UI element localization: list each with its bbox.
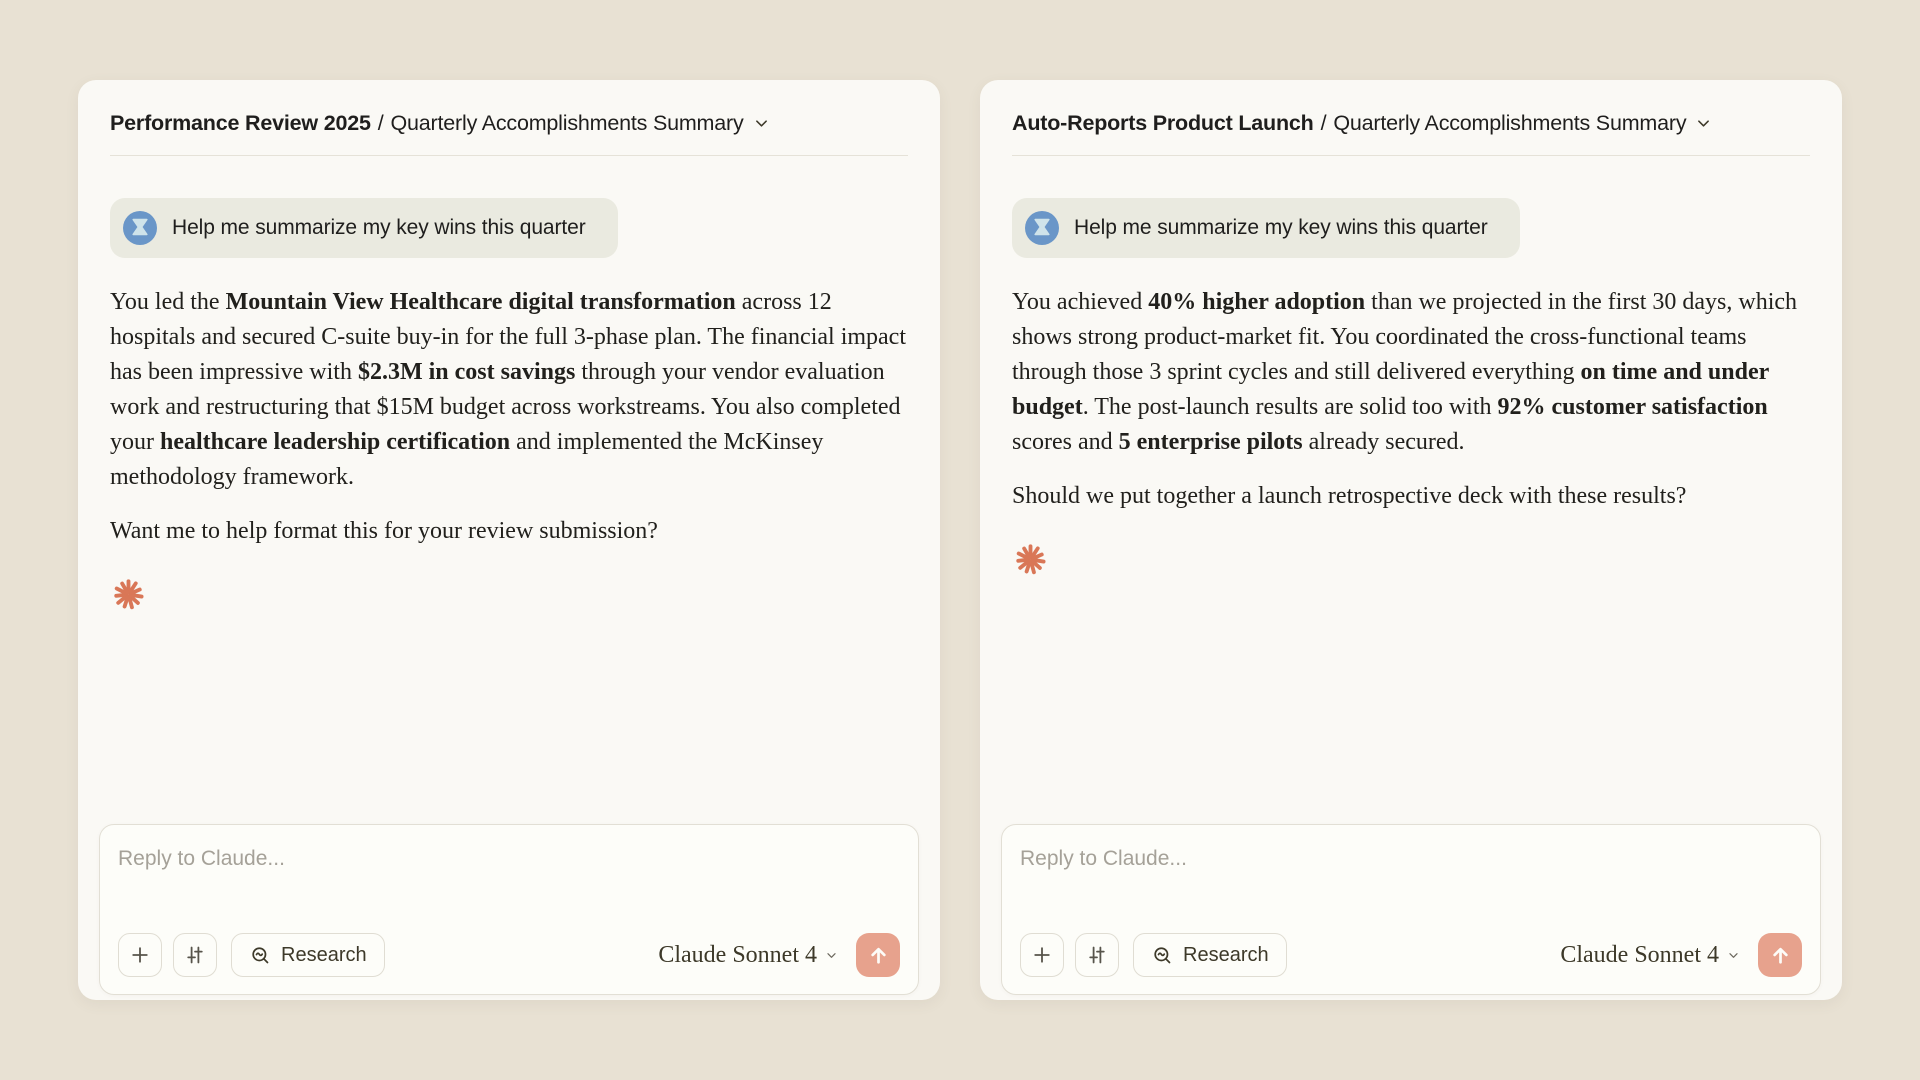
research-button[interactable] bbox=[1133, 933, 1287, 977]
assistant-response bbox=[110, 285, 908, 568]
user-avatar bbox=[1025, 211, 1059, 245]
chevron-down-icon bbox=[825, 949, 838, 962]
web-search-icon bbox=[1151, 944, 1174, 967]
reply-composer bbox=[1001, 824, 1821, 995]
claude-starburst-icon bbox=[1012, 541, 1049, 578]
reply-composer bbox=[99, 824, 919, 995]
plus-icon bbox=[128, 943, 152, 967]
response-paragraph: Should we put together a launch retrospective deck with these results? bbox=[1012, 483, 1687, 509]
sliders-icon bbox=[1085, 943, 1109, 967]
assistant-response bbox=[1012, 285, 1810, 533]
user-message-bubble bbox=[1012, 198, 1520, 258]
send-button[interactable] bbox=[1758, 933, 1802, 977]
research-button[interactable] bbox=[231, 933, 385, 977]
claude-logo-row bbox=[110, 576, 908, 618]
reply-input[interactable] bbox=[118, 847, 900, 871]
project-title: Performance Review 2025 bbox=[110, 111, 371, 135]
tools-settings-button[interactable] bbox=[1075, 933, 1119, 977]
chat-panel-performance-review bbox=[78, 80, 940, 1000]
chat-panel-content bbox=[78, 80, 940, 824]
breadcrumb[interactable] bbox=[110, 110, 908, 137]
conversation-title: Quarterly Accomplishments Summary bbox=[1333, 111, 1687, 135]
user-message-text: Help me summarize my key wins this quarter bbox=[1074, 216, 1488, 239]
web-search-icon bbox=[249, 944, 272, 967]
claude-logo-row bbox=[1012, 541, 1810, 583]
header-divider bbox=[1012, 155, 1810, 156]
hourglass-icon bbox=[1025, 211, 1059, 245]
user-avatar bbox=[123, 211, 157, 245]
claude-starburst-icon bbox=[110, 576, 147, 613]
chevron-down-icon bbox=[1727, 949, 1740, 962]
header-divider bbox=[110, 155, 908, 156]
sliders-icon bbox=[183, 943, 207, 967]
model-label: Claude Sonnet 4 bbox=[1560, 941, 1719, 968]
project-title: Auto-Reports Product Launch bbox=[1012, 111, 1314, 135]
arrow-up-icon bbox=[866, 943, 891, 968]
response-paragraph: You achieved 40% higher adoption than we projected in the first 30 days, which shows strong product-market fit. You coordinated the cross-functional teams through those 3 sprint cycles and still delivered everything on time and under budget. The post-launch results are solid too with 92% customer satisfaction scores and 5 enterprise pilots already secured. bbox=[1012, 289, 1798, 455]
hourglass-icon bbox=[123, 211, 157, 245]
composer-toolbar bbox=[1020, 933, 1802, 977]
user-message-bubble bbox=[110, 198, 618, 258]
plus-icon bbox=[1030, 943, 1054, 967]
arrow-up-icon bbox=[1768, 943, 1793, 968]
reply-input[interactable] bbox=[1020, 847, 1802, 871]
attach-button[interactable] bbox=[1020, 933, 1064, 977]
user-message-text: Help me summarize my key wins this quarter bbox=[172, 216, 586, 239]
chat-panel-auto-reports bbox=[980, 80, 1842, 1000]
attach-button[interactable] bbox=[118, 933, 162, 977]
model-selector[interactable] bbox=[1560, 942, 1740, 969]
response-paragraph: You led the Mountain View Healthcare digital transformation across 12 hospitals and secured C-suite buy-in for the full 3-phase plan. The financial impact has been impressive with $2.3M in cost savings through your vendor evaluation work and restructuring that $15M budget across workstreams. You also completed your healthcare leadership certification and implemented the McKinsey methodology framework. bbox=[110, 289, 906, 490]
composer-toolbar bbox=[118, 933, 900, 977]
tools-settings-button[interactable] bbox=[173, 933, 217, 977]
research-label: Research bbox=[1183, 943, 1269, 966]
chevron-down-icon[interactable] bbox=[1695, 115, 1712, 132]
model-selector[interactable] bbox=[658, 942, 838, 969]
conversation-title: Quarterly Accomplishments Summary bbox=[390, 111, 744, 135]
breadcrumb-separator: / bbox=[377, 111, 384, 135]
chat-panel-content bbox=[980, 80, 1842, 824]
model-label: Claude Sonnet 4 bbox=[658, 941, 817, 968]
response-paragraph: Want me to help format this for your review submission? bbox=[110, 518, 658, 544]
research-label: Research bbox=[281, 943, 367, 966]
breadcrumb-separator: / bbox=[1320, 111, 1327, 135]
chat-windows-container bbox=[78, 80, 1842, 1000]
breadcrumb[interactable] bbox=[1012, 110, 1810, 137]
send-button[interactable] bbox=[856, 933, 900, 977]
chevron-down-icon[interactable] bbox=[753, 115, 770, 132]
